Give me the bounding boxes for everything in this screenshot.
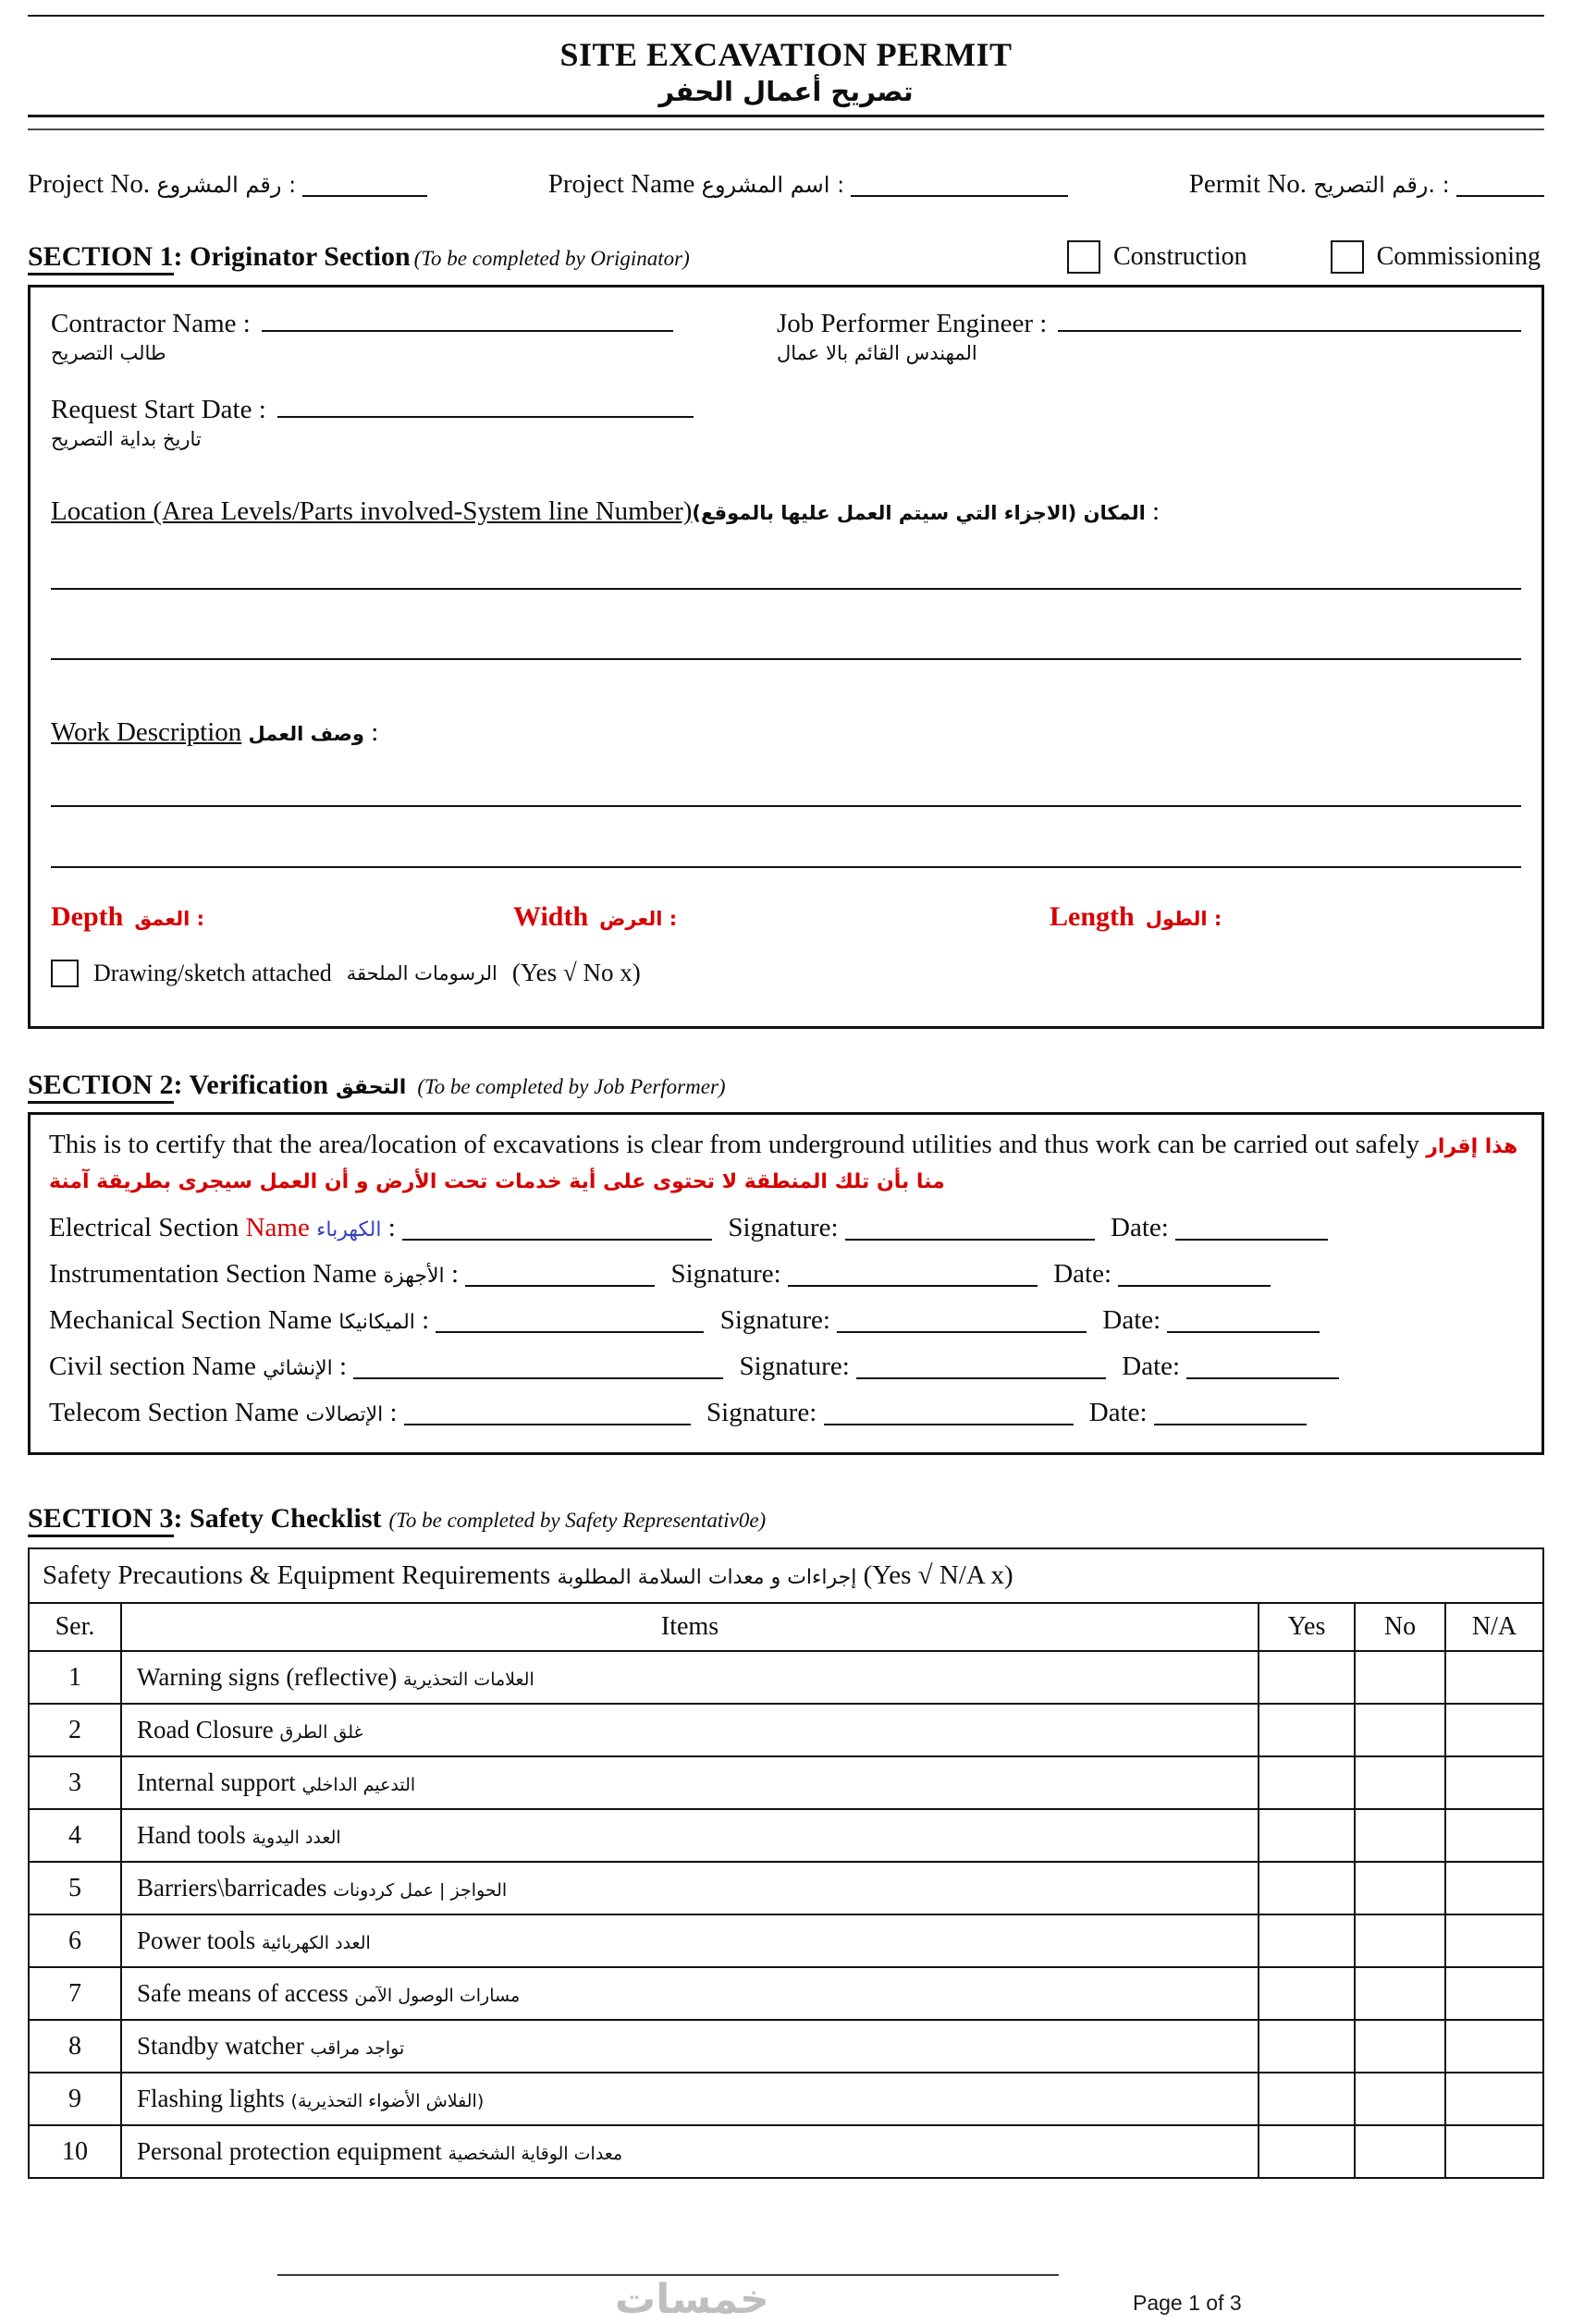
mechanical-signature-input[interactable] [837, 1305, 1087, 1333]
na-cell[interactable] [1445, 1967, 1543, 2020]
row-item [121, 2020, 1259, 2073]
item-label-en: Standby watcher [137, 2032, 304, 2061]
work-description-colon: : [371, 717, 379, 747]
item-label-ar: العدد اليدوية [252, 1828, 341, 1849]
yes-cell[interactable] [1259, 1914, 1355, 1967]
row-serial: 5 [29, 1862, 121, 1914]
column-header-no: No [1355, 1603, 1445, 1651]
section2-note: (To be completed by Job Performer) [417, 1075, 726, 1098]
civil-colon: : [338, 1352, 348, 1382]
signature-label: Signature: [739, 1352, 850, 1382]
project-no-label-ar: رقم المشروع : [156, 172, 297, 198]
mechanical-date-input[interactable] [1167, 1305, 1320, 1333]
originator-section-box [28, 285, 1544, 1029]
row-item [121, 1756, 1259, 1809]
work-description-line-1[interactable] [51, 805, 1521, 807]
work-description-label: Work Description [51, 717, 242, 747]
na-cell[interactable] [1445, 2073, 1543, 2125]
yes-cell[interactable] [1259, 1704, 1355, 1756]
commissioning-checkbox-group [1331, 240, 1541, 274]
item-label-en: Safe means of access [137, 1979, 349, 2008]
permit-no-field [1189, 169, 1544, 200]
contractor-line [51, 304, 777, 339]
telecom-date-input[interactable] [1154, 1398, 1307, 1425]
project-no-input[interactable] [302, 169, 427, 197]
row-serial: 8 [29, 2020, 121, 2073]
na-cell[interactable] [1445, 1651, 1543, 1704]
contractor-field [51, 304, 777, 364]
certification-text-ar: هذا إقرار منا بأن تلك المنطقة لا تحتوى على أية خدمات تحت الأرض و أن العمل سيجرى بطريقة آمنة [49, 1135, 1518, 1193]
certification-text-en: This is to certify that the area/location of excavations is clear from underground utilities and thus work can be carried out safely [49, 1130, 1420, 1159]
job-performer-input[interactable] [1058, 304, 1521, 332]
verification-row-electrical [49, 1213, 1523, 1243]
instrumentation-date-input[interactable] [1118, 1259, 1271, 1287]
location-colon: : [1152, 496, 1161, 526]
no-cell[interactable] [1355, 1967, 1445, 2020]
no-cell[interactable] [1355, 1704, 1445, 1756]
telecom-label-ar: الإتصالات [305, 1403, 384, 1427]
electrical-date-input[interactable] [1175, 1213, 1328, 1241]
job-performer-label: Job Performer Engineer : [777, 309, 1048, 338]
construction-checkbox[interactable] [1067, 240, 1100, 274]
row-serial: 3 [29, 1756, 121, 1809]
contractor-name-label: Contractor Name : [51, 309, 251, 338]
length-label: Length [1050, 901, 1135, 932]
project-no-field [28, 169, 427, 200]
item-label-ar: تواجد مراقب [310, 2038, 405, 2060]
mechanical-label-ar: الميكانيكا [338, 1311, 415, 1335]
na-cell[interactable] [1445, 1704, 1543, 1756]
request-date-label-ar: تاريخ بداية التصريح [51, 428, 202, 450]
permit-no-input[interactable] [1456, 169, 1544, 197]
page-number: Page 1 of 3 [1133, 2291, 1242, 2315]
location-label-ar: المكان (الاجزاء التي سيتم العمل عليها بالموقع) [692, 502, 1146, 524]
permit-no-label: Permit No. [1188, 169, 1308, 199]
checklist-row-9 [29, 2073, 1543, 2125]
mechanical-colon: : [422, 1305, 430, 1336]
checklist-row-6 [29, 1914, 1543, 1967]
date-label: Date: [1111, 1213, 1169, 1243]
checklist-title-row [29, 1548, 1543, 1603]
safety-checklist-table [28, 1547, 1544, 2179]
job-performer-line [777, 304, 1521, 339]
project-name-field [548, 169, 1069, 200]
row-serial: 1 [29, 1651, 121, 1704]
telecom-section-label: Telecom Section Name [49, 1398, 300, 1428]
yes-cell[interactable] [1259, 1651, 1355, 1704]
item-label-en: Hand tools [137, 1821, 246, 1850]
row-item [121, 1967, 1259, 2020]
item-label-en: Internal support [137, 1768, 296, 1797]
item-label-en: Personal protection equipment [137, 2137, 442, 2166]
verification-section-box [28, 1112, 1544, 1455]
form-title-en: SITE EXCAVATION PERMIT [559, 36, 1013, 73]
drawing-attached-row [51, 959, 1521, 987]
depth-label-ar: العمق : [134, 908, 205, 930]
width-label: Width [513, 901, 589, 932]
instrumentation-label-ar: الأجهزة [383, 1265, 445, 1289]
no-cell[interactable] [1355, 2073, 1445, 2125]
section1-title-text: : Originator Section [173, 241, 411, 272]
signature-label: Signature: [728, 1213, 839, 1243]
form-title-ar: تصريح أعمال الحفر [658, 76, 914, 107]
section3-heading [28, 1503, 1544, 1535]
item-label-ar: العلامات التحذيرية [402, 1670, 534, 1691]
no-cell[interactable] [1355, 2125, 1445, 2178]
construction-checkbox-group [1067, 240, 1247, 274]
row-item [121, 2073, 1259, 2125]
civil-section-label: Civil section Name [49, 1352, 256, 1382]
electrical-section-label: Electrical Section [49, 1213, 239, 1243]
verification-row-mechanical [49, 1305, 1523, 1336]
instrumentation-section-label: Instrumentation Section Name [49, 1259, 377, 1290]
electrical-name-red: Name [245, 1213, 310, 1243]
checklist-row-3 [29, 1756, 1543, 1809]
section3-number: SECTION 3 [28, 1503, 174, 1537]
contractor-name-input[interactable] [262, 304, 673, 332]
no-cell[interactable] [1355, 1862, 1445, 1914]
na-cell[interactable] [1445, 1862, 1543, 1914]
contractor-name-label-ar: طالب التصريح [51, 342, 166, 364]
row-serial: 9 [29, 2073, 121, 2125]
checklist-row-5 [29, 1862, 1543, 1914]
no-cell[interactable] [1355, 1651, 1445, 1704]
section1-heading [28, 240, 1544, 274]
column-header-yes: Yes [1259, 1603, 1355, 1651]
length-label-ar: الطول : [1145, 908, 1222, 930]
civil-name-input[interactable] [353, 1352, 723, 1379]
width-label-ar: العرض : [599, 908, 678, 930]
verification-row-instrumentation [49, 1259, 1523, 1290]
instrumentation-colon: : [450, 1259, 459, 1290]
row-serial: 7 [29, 1967, 121, 2020]
item-label-ar: التدعيم الداخلي [301, 1775, 416, 1796]
yes-cell[interactable] [1259, 1756, 1355, 1809]
commissioning-label: Commissioning [1376, 242, 1541, 271]
section2-heading [28, 1070, 1544, 1101]
permit-no-label-ar: رقم التصريح. : [1313, 172, 1450, 198]
checklist-title-cell [29, 1548, 1543, 1603]
signature-label: Signature: [719, 1305, 830, 1336]
item-label-en: Power tools [137, 1926, 256, 1955]
request-date-field [51, 390, 1521, 450]
row-serial: 10 [29, 2125, 121, 2178]
job-performer-label-ar: المهندس القائم بالا عمال [777, 342, 977, 364]
section2-title [28, 1070, 726, 1101]
mechanical-name-input[interactable] [436, 1305, 704, 1333]
electrical-name-input[interactable] [402, 1213, 712, 1241]
electrical-colon: : [387, 1213, 396, 1243]
location-label-row [51, 496, 1521, 527]
no-cell[interactable] [1355, 1756, 1445, 1809]
header-divider-1 [28, 115, 1544, 117]
drawing-yes-no-options: (Yes √ No x) [511, 959, 641, 986]
na-cell[interactable] [1445, 2020, 1543, 2073]
checklist-title-options: (Yes √ N/A x) [863, 1560, 1013, 1591]
section1-number: SECTION 1 [28, 241, 174, 275]
section3-title-text: : Safety Checklist [173, 1503, 382, 1535]
checklist-row-4 [29, 1809, 1543, 1862]
yes-cell[interactable] [1259, 1862, 1355, 1914]
telecom-name-input[interactable] [404, 1398, 691, 1425]
section2-title-ar: التحقق [336, 1076, 407, 1099]
checklist-row-2 [29, 1704, 1543, 1756]
dimensions-row [51, 901, 1521, 933]
row-serial: 4 [29, 1809, 121, 1862]
section3-note: (To be completed by Safety Representativ0e) [388, 1509, 767, 1533]
no-cell[interactable] [1355, 1914, 1445, 1967]
na-cell[interactable] [1445, 1914, 1543, 1967]
item-label-en: Warning signs (reflective) [137, 1663, 398, 1692]
signature-label: Signature: [706, 1398, 817, 1428]
location-line-2[interactable] [51, 658, 1521, 660]
location-label: Location (Area Levels/Parts involved-System line Number) [51, 496, 693, 526]
yes-cell[interactable] [1259, 1809, 1355, 1862]
section3-title [28, 1503, 766, 1535]
drawing-attached-label-ar: الرسومات الملحقة [346, 961, 497, 985]
section1-title [28, 241, 690, 273]
civil-label-ar: الإنشائي [263, 1357, 333, 1381]
na-cell[interactable] [1445, 2125, 1543, 2178]
checklist-row-7 [29, 1967, 1543, 2020]
telecom-signature-input[interactable] [824, 1398, 1074, 1425]
civil-signature-input[interactable] [856, 1352, 1106, 1379]
checklist-row-10 [29, 2125, 1543, 2178]
yes-cell[interactable] [1259, 2073, 1355, 2125]
row-item [121, 1704, 1259, 1756]
yes-cell[interactable] [1259, 1967, 1355, 2020]
item-label-en: Barriers\barricades [137, 1874, 327, 1902]
top-divider [28, 15, 1544, 17]
section2-title-text: : Verification [173, 1070, 329, 1100]
item-label-en: Road Closure [137, 1716, 274, 1744]
date-label: Date: [1053, 1259, 1112, 1290]
yes-cell[interactable] [1259, 2020, 1355, 2073]
item-label-ar: الحواجز | عمل كردونات [333, 1880, 508, 1902]
row-item [121, 1862, 1259, 1914]
instrumentation-signature-input[interactable] [788, 1259, 1038, 1287]
watermark-logo: خمسات [615, 2276, 769, 2323]
project-fields-row [28, 169, 1544, 200]
contractor-row [51, 304, 1521, 364]
checklist-row-8 [29, 2020, 1543, 2073]
item-label-ar: معدات الوقاية الشخصية [448, 2144, 623, 2165]
project-name-label: Project Name [547, 169, 695, 199]
request-date-line [51, 390, 772, 425]
row-serial: 2 [29, 1704, 121, 1756]
row-item [121, 1809, 1259, 1862]
request-date-label: Request Start Date : [51, 395, 266, 424]
location-line-1[interactable] [51, 588, 1521, 590]
row-serial: 6 [29, 1914, 121, 1967]
header-divider-2 [28, 128, 1544, 130]
item-label-en: Flashing lights [137, 2085, 285, 2113]
telecom-colon: : [389, 1398, 398, 1428]
depth-field [51, 901, 513, 933]
electrical-label-ar: الكهرباء [316, 1218, 382, 1242]
date-label: Date: [1088, 1398, 1148, 1428]
job-performer-field [777, 304, 1521, 364]
request-date-input[interactable] [277, 390, 694, 418]
column-header-items: Items [121, 1603, 1259, 1651]
item-label-ar: العدد الكهربائية [262, 1933, 371, 1954]
work-description-label-ar: وصف العمل [248, 723, 364, 745]
date-label: Date: [1102, 1305, 1161, 1336]
signature-label: Signature: [670, 1259, 781, 1290]
section1-note: (To be completed by Originator) [413, 247, 690, 270]
work-description-label-row [51, 717, 1521, 748]
project-no-label: Project No. [28, 169, 151, 199]
no-cell[interactable] [1355, 1809, 1445, 1862]
row-item [121, 1651, 1259, 1704]
item-label-ar: (الفلاش الأضواء التحذيرية) [290, 2091, 485, 2112]
date-label: Date: [1122, 1352, 1181, 1382]
drawing-attached-label: Drawing/sketch attached [93, 959, 332, 986]
civil-date-input[interactable] [1186, 1352, 1339, 1379]
checklist-header-row [29, 1603, 1543, 1651]
item-label-ar: غلق الطرق [279, 1722, 363, 1743]
construction-label: Construction [1112, 242, 1247, 271]
checklist-title-ar: إجراءات و معدات السلامة المطلوبة [557, 1566, 857, 1590]
instrumentation-name-input[interactable] [465, 1259, 655, 1287]
row-item [121, 1914, 1259, 1967]
length-field [1050, 901, 1521, 933]
checklist-title-en: Safety Precautions & Equipment Requirements [43, 1560, 551, 1591]
project-name-label-ar: اسم المشروع : [701, 172, 845, 198]
na-cell[interactable] [1445, 1809, 1543, 1862]
yes-cell[interactable] [1259, 2125, 1355, 2178]
row-item [121, 2125, 1259, 2178]
verification-row-telecom [49, 1398, 1523, 1428]
section2-number: SECTION 2 [28, 1070, 174, 1104]
width-field [513, 901, 1050, 933]
item-label-ar: مسارات الوصول الآمن [354, 1986, 521, 2007]
column-header-ser: Ser. [29, 1603, 121, 1651]
certification-statement [49, 1128, 1523, 1197]
commissioning-checkbox[interactable] [1331, 240, 1364, 274]
column-header-na: N/A [1445, 1603, 1543, 1651]
depth-label: Depth [51, 901, 124, 932]
verification-row-civil [49, 1352, 1523, 1382]
checklist-row-1 [29, 1651, 1543, 1704]
drawing-attached-checkbox[interactable] [51, 960, 79, 987]
project-name-input[interactable] [851, 169, 1068, 197]
no-cell[interactable] [1355, 2020, 1445, 2073]
mechanical-section-label: Mechanical Section Name [49, 1305, 332, 1336]
work-description-line-2[interactable] [51, 866, 1521, 868]
electrical-signature-input[interactable] [845, 1213, 1095, 1241]
na-cell[interactable] [1445, 1756, 1543, 1809]
